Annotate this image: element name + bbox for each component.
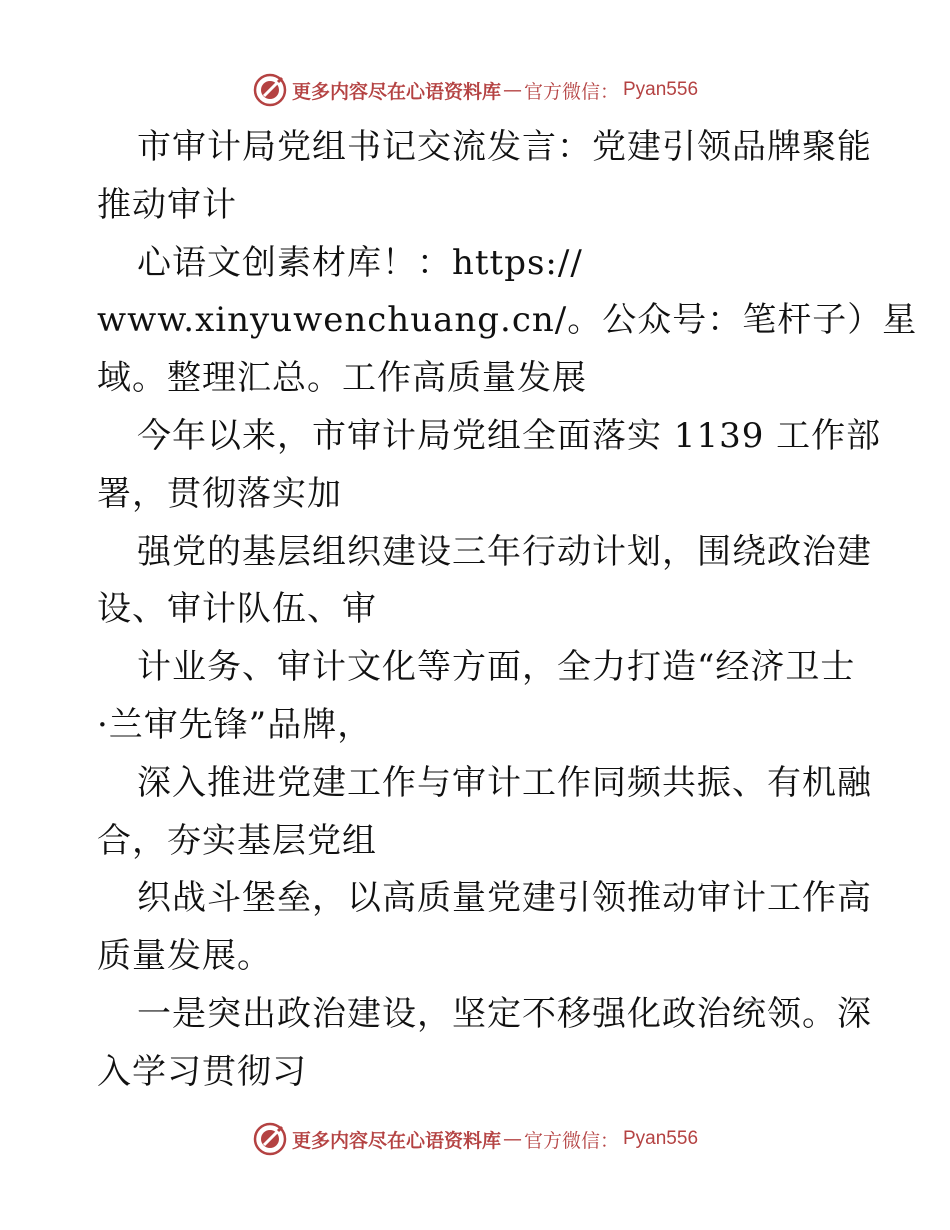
doc-line: 计业务、审计文化等方面，全力打造“经济卫士	[137, 647, 856, 688]
doc-line: 今年以来，市审计局党组全面落实 1139 工作部	[137, 415, 882, 456]
banner-wechat-label: 官方微信：	[523, 1129, 619, 1152]
doc-line: 署，贯彻落实加	[97, 473, 342, 514]
doc-line: 合，夯实基层党组	[97, 820, 377, 861]
banner-wechat-label: 官方微信：	[523, 80, 619, 103]
document-body	[97, 119, 918, 1102]
banner-separator: —	[502, 79, 522, 101]
doc-line: 域。整理汇总。工作高质量发展	[97, 358, 587, 399]
doc-line: 心语文创素材库！：https://	[137, 242, 583, 283]
doc-line: www.xinyuwenchuang.cn/。公众号：笔杆子）星	[97, 300, 918, 341]
doc-line: 织战斗堡垒，以高质量党建引领推动审计工作高	[137, 878, 872, 919]
banner-wechat-id: Pyan556	[623, 1128, 699, 1149]
doc-line: 强党的基层组织建设三年行动计划，围绕政治建	[137, 531, 872, 572]
footer-watermark-banner	[0, 1119, 950, 1159]
banner-wechat-id: Pyan556	[623, 79, 699, 100]
doc-line: 推动审计	[97, 184, 237, 225]
banner-text: 更多内容尽在心语资料库	[291, 80, 501, 103]
doc-line: 质量发展。	[97, 936, 272, 977]
header-watermark-banner	[0, 70, 950, 110]
pen-logo-icon	[252, 72, 288, 108]
doc-line: 深入推进党建工作与审计工作同频共振、有机融	[137, 762, 872, 803]
doc-line: 市审计局党组书记交流发言：党建引领品牌聚能	[137, 127, 872, 167]
pen-logo-icon	[252, 1121, 288, 1157]
banner-separator: —	[502, 1128, 522, 1150]
doc-line: ·兰审先锋”品牌，	[97, 704, 373, 745]
doc-line: 入学习贯彻习	[97, 1051, 307, 1092]
doc-line: 设、审计队伍、审	[97, 589, 377, 630]
doc-line: 一是突出政治建设，坚定不移强化政治统领。深	[137, 993, 872, 1034]
banner-text: 更多内容尽在心语资料库	[291, 1129, 501, 1152]
